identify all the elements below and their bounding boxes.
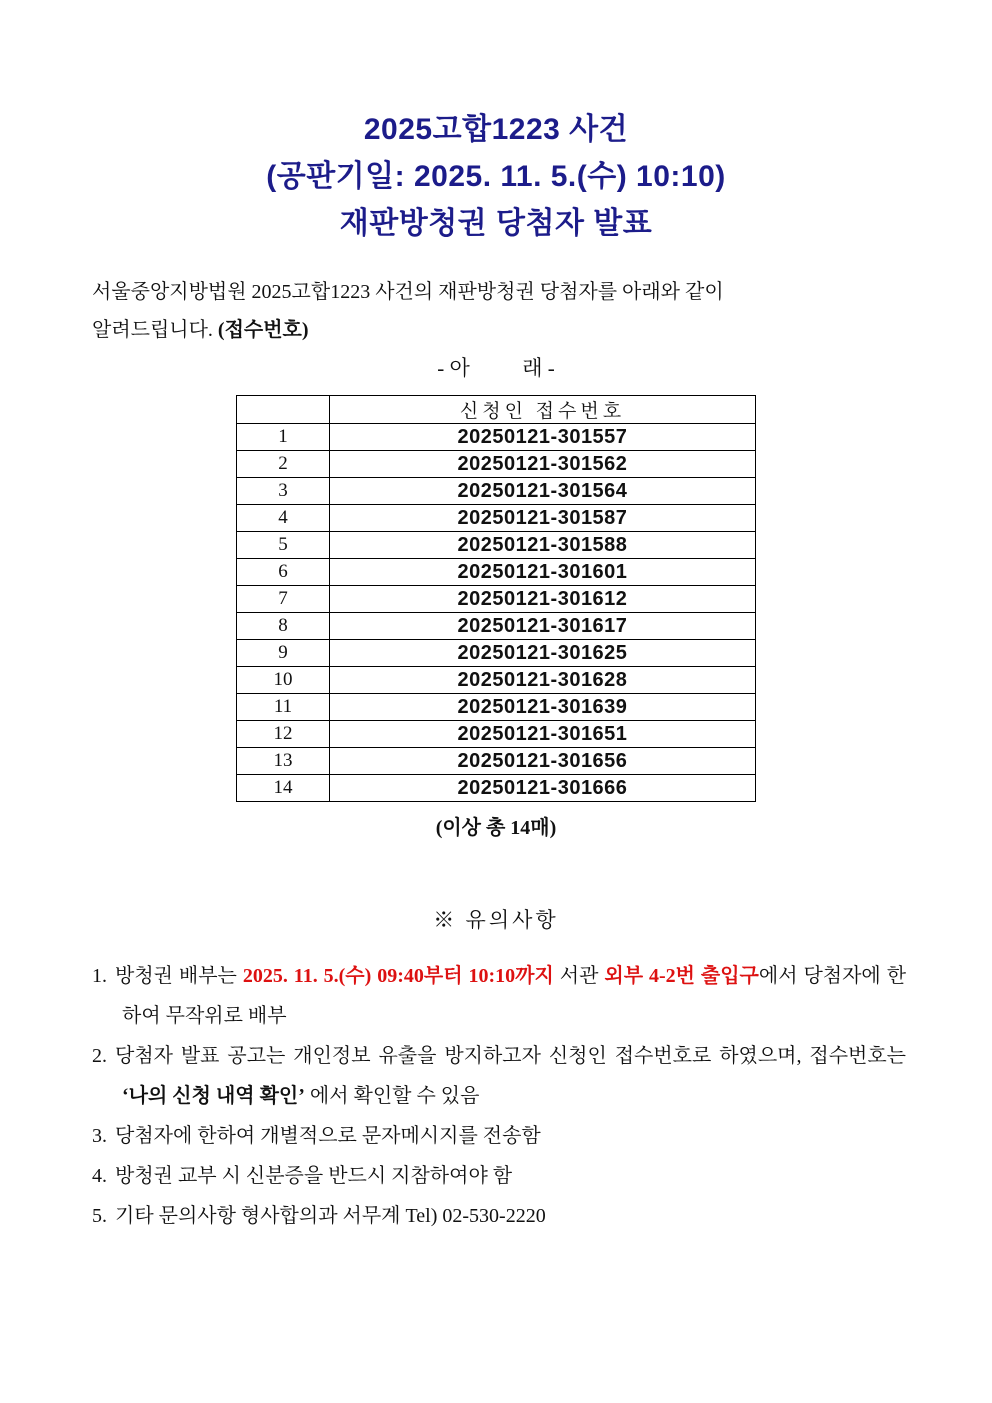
table-row <box>237 586 756 613</box>
row-number: 2 <box>237 451 330 478</box>
table-row <box>237 613 756 640</box>
row-number: 6 <box>237 559 330 586</box>
row-number: 1 <box>237 424 330 451</box>
receipt-number: 20250121-301628 <box>330 667 756 694</box>
receipt-number: 20250121-301588 <box>330 532 756 559</box>
row-number: 14 <box>237 775 330 802</box>
receipt-number: 20250121-301617 <box>330 613 756 640</box>
notice-item-3 <box>92 1116 906 1156</box>
notice-item-5 <box>92 1196 906 1236</box>
row-number: 10 <box>237 667 330 694</box>
table-row <box>237 532 756 559</box>
notice-item-4 <box>92 1156 906 1196</box>
title-line-announcement: 재판방청권 당첨자 발표 <box>339 207 653 240</box>
table-row <box>237 694 756 721</box>
notice-item-3-number: 3. <box>92 1125 107 1147</box>
table-row <box>237 748 756 775</box>
table-row <box>237 640 756 667</box>
receipt-number: 20250121-301587 <box>330 505 756 532</box>
total-count-note: (이상 총 14매) <box>435 817 557 839</box>
table-row <box>237 424 756 451</box>
intro-line1: 서울중앙지방법원 2025고합1223 사건의 재판방청권 당첨자를 아래와 같이 <box>92 281 724 303</box>
row-number: 9 <box>237 640 330 667</box>
receipt-number: 20250121-301557 <box>330 424 756 451</box>
receipt-number: 20250121-301601 <box>330 559 756 586</box>
row-number: 4 <box>237 505 330 532</box>
title-line-case: 2025고합1223 사건 <box>363 113 629 146</box>
row-number: 8 <box>237 613 330 640</box>
receipt-number: 20250121-301651 <box>330 721 756 748</box>
table-row <box>237 721 756 748</box>
receipt-number: 20250121-301666 <box>330 775 756 802</box>
table-row <box>237 478 756 505</box>
notice-item-2-number: 2. <box>92 1045 107 1067</box>
receipt-number: 20250121-301656 <box>330 748 756 775</box>
row-number: 12 <box>237 721 330 748</box>
notice-heading: ※ 유의사항 <box>433 908 559 932</box>
notice-item-1 <box>92 956 906 1036</box>
notice-item-5-number: 5. <box>92 1205 107 1227</box>
notice-item-1-time-highlight: 2025. 11. 5.(수) 09:40부터 10:10까지 <box>242 965 554 987</box>
notice-item-2-text: 당첨자 발표 공고는 개인정보 유출을 방지하고자 신청인 접수번호로 하였으며, 접수번호는 <box>115 1045 906 1067</box>
notice-item-3-text: 당첨자에 한하여 개별적으로 문자메시지를 전송함 <box>115 1125 541 1147</box>
notice-item-2-menu-highlight: ‘나의 신청 내역 확인’ <box>122 1085 305 1107</box>
receipt-number: 20250121-301564 <box>330 478 756 505</box>
table-row <box>237 667 756 694</box>
table-row <box>237 451 756 478</box>
receipt-number: 20250121-301639 <box>330 694 756 721</box>
header-empty-cell <box>237 396 330 424</box>
intro-receipt-number-label: (접수번호) <box>217 319 309 341</box>
row-number: 11 <box>237 694 330 721</box>
header-receipt-number: 신청인 접수번호 <box>330 396 756 424</box>
row-number: 7 <box>237 586 330 613</box>
notice-item-4-text: 방청권 교부 시 신분증을 반드시 지참하여야 함 <box>115 1165 513 1187</box>
notice-item-1-text: 방청권 배부는 <box>115 965 243 987</box>
row-number: 3 <box>237 478 330 505</box>
notice-item-1-number: 1. <box>92 965 107 987</box>
row-number: 5 <box>237 532 330 559</box>
notice-item-5-text: 기타 문의사항 형사합의과 서무계 Tel) 02-530-2220 <box>115 1205 546 1227</box>
receipt-number: 20250121-301612 <box>330 586 756 613</box>
table-row <box>237 775 756 802</box>
table-header-row <box>237 396 756 424</box>
receipt-number: 20250121-301562 <box>330 451 756 478</box>
notice-item-2 <box>92 1036 906 1116</box>
notice-item-1-gate-highlight: 외부 4-2번 출입구 <box>604 965 759 987</box>
document-title <box>0 0 992 247</box>
notice-item-2-text: 에서 확인할 수 있음 <box>304 1085 480 1107</box>
intro-paragraph <box>92 273 904 349</box>
receipt-number: 20250121-301625 <box>330 640 756 667</box>
notice-item-4-number: 4. <box>92 1165 107 1187</box>
notice-item-1-text: 서관 <box>553 965 605 987</box>
row-number: 13 <box>237 748 330 775</box>
notice-list <box>92 956 906 1236</box>
table-row <box>237 559 756 586</box>
table-row <box>237 505 756 532</box>
notice-item-1-text: 에서 당첨자에 한하여 무작위로 배부 <box>122 965 907 1027</box>
title-line-hearing-date: (공판기일: 2025. 11. 5.(수) 10:10) <box>266 160 726 193</box>
arae-divider: - 아 래 - <box>437 356 555 380</box>
intro-line2: 알려드립니다. <box>92 319 218 341</box>
winner-table <box>236 395 756 802</box>
